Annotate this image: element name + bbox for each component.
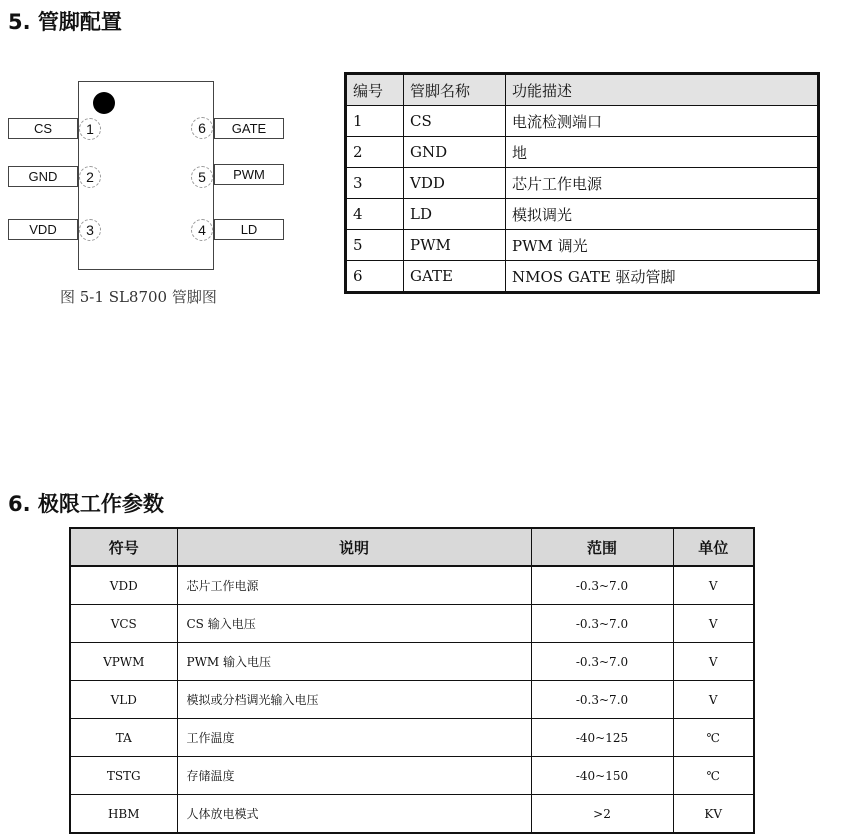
table-cell: V (673, 605, 754, 643)
pin-table (344, 72, 820, 294)
table-row (70, 719, 754, 757)
table-cell: GND (404, 137, 506, 168)
pin-number: 4 (191, 219, 213, 241)
figure-caption: 图 5-1 SL8700 管脚图 (60, 288, 217, 306)
table-cell: TSTG (70, 757, 177, 795)
table-cell: 3 (346, 168, 404, 199)
pin-label: GATE (214, 118, 284, 139)
table-cell: -0.3~7.0 (531, 566, 673, 605)
table-row (346, 106, 819, 137)
table-cell: VDD (404, 168, 506, 199)
table-cell: PWM 输入电压 (177, 643, 531, 681)
table-cell: PWM 调光 (506, 230, 819, 261)
table-cell: CS (404, 106, 506, 137)
pin-number: 6 (191, 117, 213, 139)
table-cell: 1 (346, 106, 404, 137)
pin-number: 1 (79, 118, 101, 140)
table-row (70, 757, 754, 795)
table-cell: VDD (70, 566, 177, 605)
table-cell: ℃ (673, 757, 754, 795)
table-cell: 电流检测端口 (506, 106, 819, 137)
pin-label: LD (214, 219, 284, 240)
table-cell: ℃ (673, 719, 754, 757)
table-header (70, 528, 754, 566)
header-cell: 管脚名称 (404, 74, 506, 106)
table-row (70, 643, 754, 681)
table-cell: NMOS GATE 驱动管脚 (506, 261, 819, 293)
table-cell: V (673, 643, 754, 681)
table-cell: 人体放电模式 (177, 795, 531, 834)
table-row (70, 605, 754, 643)
table-cell: 2 (346, 137, 404, 168)
table-row (346, 199, 819, 230)
table-cell: 地 (506, 137, 819, 168)
table-cell: VLD (70, 681, 177, 719)
table-cell: 模拟或分档调光输入电压 (177, 681, 531, 719)
table-cell: >2 (531, 795, 673, 834)
pin-label: CS (8, 118, 78, 139)
table-cell: -40~125 (531, 719, 673, 757)
pin-number: 3 (79, 219, 101, 241)
table-cell: KV (673, 795, 754, 834)
pin-label: GND (8, 166, 78, 187)
header-cell: 范围 (531, 528, 673, 566)
table-row (346, 137, 819, 168)
table-cell: HBM (70, 795, 177, 834)
pin-label: VDD (8, 219, 78, 240)
header-cell: 编号 (346, 74, 404, 106)
table-cell: 4 (346, 199, 404, 230)
table-cell: 模拟调光 (506, 199, 819, 230)
table-cell: 存储温度 (177, 757, 531, 795)
table-row (346, 230, 819, 261)
table-row (70, 795, 754, 834)
table-cell: 6 (346, 261, 404, 293)
header-cell: 符号 (70, 528, 177, 566)
header-cell: 单位 (673, 528, 754, 566)
header-cell: 功能描述 (506, 74, 819, 106)
table-cell: CS 输入电压 (177, 605, 531, 643)
table-cell: 5 (346, 230, 404, 261)
table-cell: PWM (404, 230, 506, 261)
pin-label: PWM (214, 164, 284, 185)
table-row (346, 261, 819, 293)
table-cell: VCS (70, 605, 177, 643)
table-cell: VPWM (70, 643, 177, 681)
section-6-title: 6. 极限工作参数 (8, 492, 164, 516)
pin1-marker (93, 92, 115, 114)
table-row (346, 168, 819, 199)
section-5-title: 5. 管脚配置 (8, 10, 122, 34)
table-cell: -40~150 (531, 757, 673, 795)
table-cell: GATE (404, 261, 506, 293)
table-row (70, 566, 754, 605)
table-cell: TA (70, 719, 177, 757)
pin-number: 5 (191, 166, 213, 188)
table-cell: 工作温度 (177, 719, 531, 757)
limits-table (69, 527, 755, 834)
table-cell: 芯片工作电源 (177, 566, 531, 605)
table-cell: -0.3~7.0 (531, 643, 673, 681)
table-row (70, 681, 754, 719)
table-cell: -0.3~7.0 (531, 681, 673, 719)
table-cell: 芯片工作电源 (506, 168, 819, 199)
pin-number: 2 (79, 166, 101, 188)
table-cell: V (673, 566, 754, 605)
table-cell: -0.3~7.0 (531, 605, 673, 643)
header-cell: 说明 (177, 528, 531, 566)
table-cell: V (673, 681, 754, 719)
table-header (346, 74, 819, 106)
table-cell: LD (404, 199, 506, 230)
